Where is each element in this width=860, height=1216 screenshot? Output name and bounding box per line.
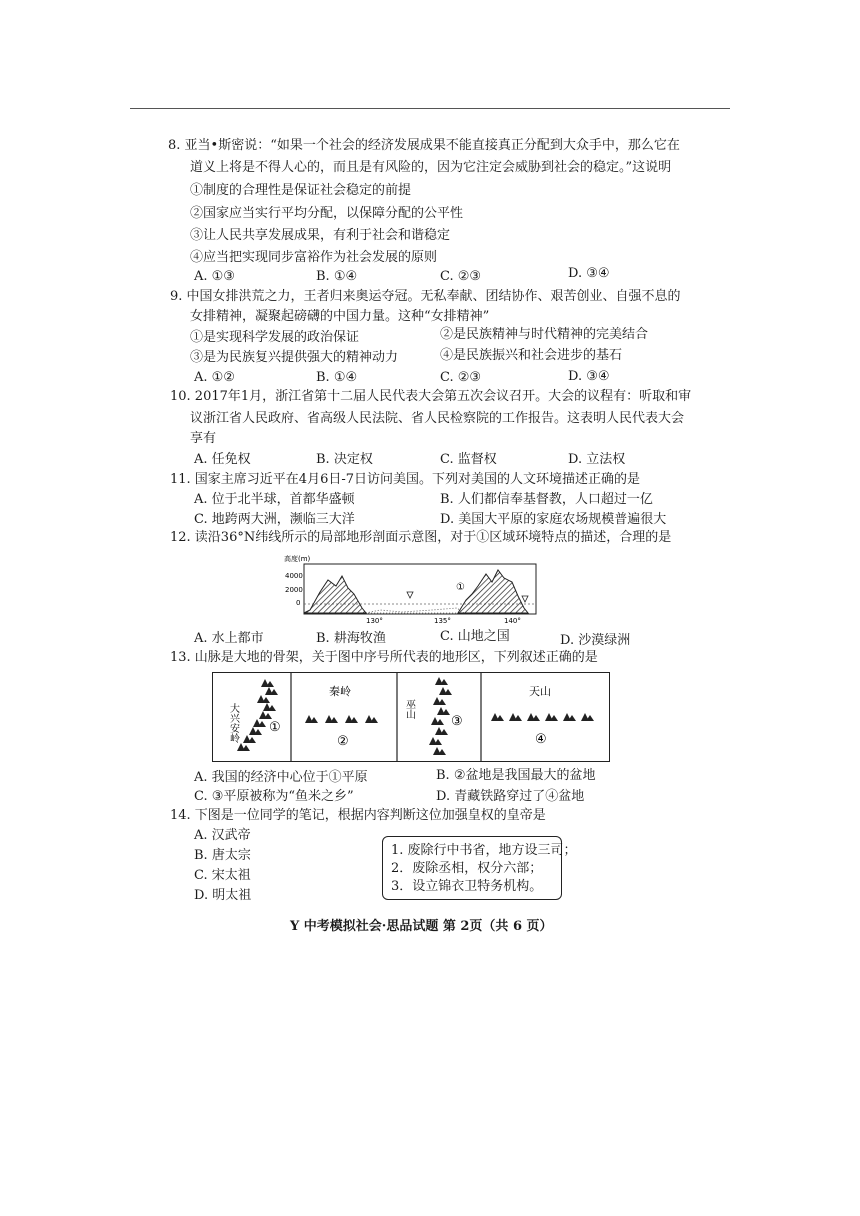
q11-stem: 11. 国家主席习近平在4月6日-7日访问美国。下列对美国的人文环境描述正确的是 <box>170 472 641 487</box>
profile-xtick-135: 135° <box>434 617 451 625</box>
student-notes-box <box>382 836 577 900</box>
q14-choice-d: D. 明太祖 <box>194 888 252 903</box>
q9-choice-c: C. ②③ <box>440 370 482 385</box>
q9-choice-b: B. ①④ <box>316 370 358 385</box>
tianshan-mountains <box>491 713 594 721</box>
sea-marker-right <box>522 596 528 602</box>
q10-choice-b: B. 决定权 <box>316 452 373 467</box>
q13-choice-c: C. ③平原被称为“鱼米之乡” <box>194 789 354 804</box>
q8-statement-4: ④应当把实现同步富裕作为社会发展的原则 <box>190 250 438 265</box>
q10-choice-a: A. 任免权 <box>194 452 251 467</box>
q11-choice-c: C. 地跨两大洲，濒临三大洋 <box>194 512 355 527</box>
profile-ytick-2000: 2000 <box>285 586 303 594</box>
note-line-3: 3．设立锦衣卫特务机构。 <box>391 879 543 894</box>
q14-choice-b: B. 唐太宗 <box>194 848 251 863</box>
label-qinling: 秦岭 <box>329 685 351 698</box>
q8-choice-c: C. ②③ <box>440 269 482 284</box>
terrain-profile-diagram <box>282 552 540 626</box>
q10-stem-line3: 享有 <box>190 431 217 446</box>
q8-choice-a: A. ①③ <box>194 269 235 284</box>
landform-map-strip <box>212 672 610 762</box>
q14-choice-c: C. 宋太祖 <box>194 868 251 883</box>
q11-choice-b: B. 人们都信奉基督教，人口超过一亿 <box>440 492 653 507</box>
label-tianshan: 天山 <box>529 685 551 698</box>
q10-stem-line1: 10. 2017年1月，浙江省第十二届人民代表大会第五次会议召开。大会的议程有：听取和审 <box>170 389 692 404</box>
map-marker-2: ② <box>337 734 349 749</box>
q12-choice-d: D. 沙漠绿洲 <box>560 633 631 648</box>
wushan-mountains <box>429 677 452 755</box>
profile-region-marker: ① <box>456 582 465 593</box>
profile-xtick-130: 130° <box>366 617 383 625</box>
eastern-landmass <box>458 570 528 613</box>
profile-ylabel: 高度(m) <box>284 555 311 563</box>
sea-floor <box>366 608 464 613</box>
q12-stem: 12. 读沿36°N纬线所示的局部地形剖面示意图，对于①区域环境特点的描述，合理的是 <box>170 530 672 545</box>
western-landmass <box>304 576 366 613</box>
q8-choice-d: D. ③④ <box>568 266 610 281</box>
q9-choice-d: D. ③④ <box>568 369 610 384</box>
q9-stem-line1: 9. 中国女排洪荒之力，王者归来奥运夺冠。无私奉献、团结协作、艰苦创业、自强不息的 <box>170 289 681 304</box>
q8-statement-1: ①制度的合理性是保证社会稳定的前提 <box>190 183 412 198</box>
profile-xtick-140: 140° <box>504 617 521 625</box>
q14-choice-a: A. 汉武帝 <box>194 828 251 843</box>
q12-choice-c: C. 山地之国 <box>440 629 510 644</box>
q13-choice-b: B. ②盆地是我国最大的盆地 <box>436 768 596 783</box>
q8-statement-3: ③让人民共享发展成果，有利于社会和谐稳定 <box>190 228 451 243</box>
header-rule <box>130 108 730 109</box>
q8-statement-2: ②国家应当实行平均分配，以保障分配的公平性 <box>190 206 464 221</box>
q9-statement-2: ②是民族精神与时代精神的完美结合 <box>440 327 649 342</box>
qinling-mountains <box>305 715 378 723</box>
q9-statement-3: ③是为民族复兴提供强大的精神动力 <box>190 350 399 365</box>
q12-choice-a: A. 水上都市 <box>194 631 264 646</box>
label-wushan: 巫山 <box>403 699 415 719</box>
q9-stem-line2: 女排精神，凝聚起磅礴的中国力量。这种“女排精神” <box>190 309 490 324</box>
map-marker-1: ① <box>269 720 281 735</box>
note-line-2: 2．废除丞相，权分六部； <box>391 861 543 876</box>
label-daxinganling: 大兴安岭 <box>227 703 239 743</box>
q11-choice-a: A. 位于北半球，首都华盛顿 <box>194 492 355 507</box>
q13-choice-d: D. 青藏铁路穿过了④盆地 <box>436 789 585 804</box>
map-marker-4: ④ <box>535 732 547 747</box>
profile-ytick-0: 0 <box>296 599 301 607</box>
q11-choice-d: D. 美国大平原的家庭农场规模普遍很大 <box>440 512 667 527</box>
q12-choice-b: B. 耕海牧渔 <box>316 631 386 646</box>
profile-ytick-4000: 4000 <box>285 572 303 580</box>
q10-choice-c: C. 监督权 <box>440 452 497 467</box>
daxinganling-mountains <box>237 679 278 751</box>
map-marker-3: ③ <box>451 714 463 729</box>
q8-stem-line1: 8. 亚当•斯密说：“如果一个社会的经济发展成果不能直接真正分配到大众手中，那么它在 <box>168 138 680 153</box>
q14-stem: 14. 下图是一位同学的笔记，根据内容判断这位加强皇权的皇帝是 <box>170 808 546 823</box>
note-line-1: 1. 废除行中书省，地方设三司； <box>391 843 577 858</box>
q9-statement-4: ④是民族振兴和社会进步的基石 <box>440 348 623 363</box>
q10-stem-line2: 议浙江省人民政府、省高级人民法院、省人民检察院的工作报告。这表明人民代表大会 <box>190 411 685 426</box>
q8-choice-b: B. ①④ <box>316 269 358 284</box>
page-footer: Y 中考模拟社会·思品试题 第 2页（共 6 页） <box>290 919 553 934</box>
q13-stem: 13. 山脉是大地的骨架，关于图中序号所代表的地形区，下列叙述正确的是 <box>170 650 598 665</box>
sea-marker-left <box>407 592 413 598</box>
q10-choice-d: D. 立法权 <box>568 452 626 467</box>
q9-statement-1: ①是实现科学发展的政治保证 <box>190 330 360 345</box>
q8-stem-line2: 道义上将是不得人心的，而且是有风险的，因为它注定会威胁到社会的稳定。”这说明 <box>190 160 672 175</box>
q9-choice-a: A. ①② <box>194 370 235 385</box>
q13-choice-a: A. 我国的经济中心位于①平原 <box>194 770 368 785</box>
